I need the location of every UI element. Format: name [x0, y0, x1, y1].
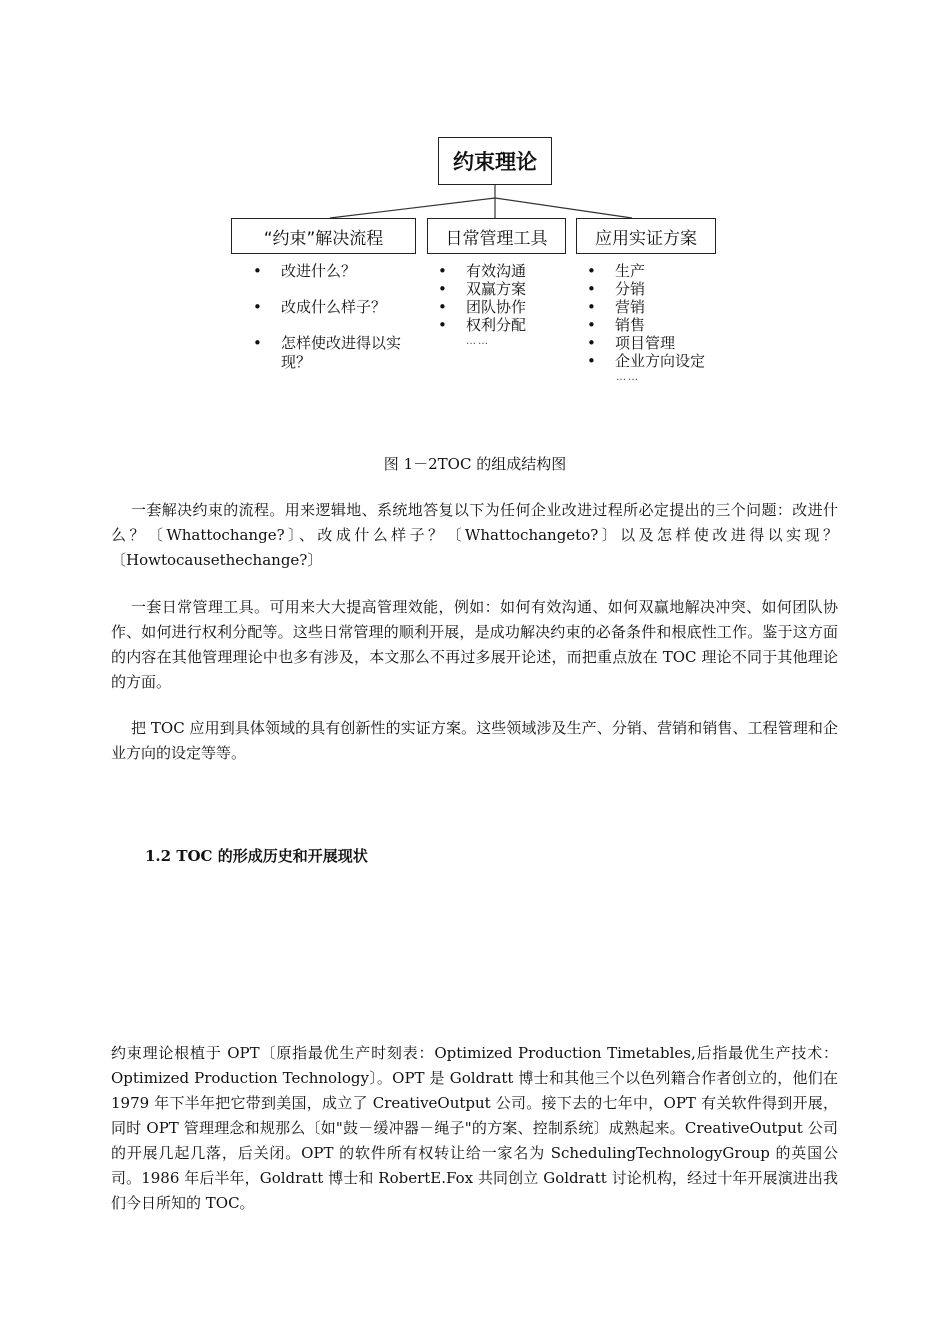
bullet-icon: • — [587, 316, 596, 334]
bullet-icon: • — [587, 280, 596, 298]
section-heading: 1.2 TOC 的形成历史和开展现状 — [145, 847, 368, 865]
list-item: • 团队协作 — [438, 298, 527, 316]
bullet-icon: • — [587, 334, 596, 352]
branch-tools-box: 日常管理工具 — [427, 218, 566, 254]
list-item: • 生产 — [587, 262, 646, 280]
bullet-icon: • — [587, 298, 596, 316]
branch-process-box: “约束”解决流程 — [231, 218, 416, 254]
list-item: • 销售 — [587, 316, 646, 334]
bullet-icon: • — [438, 316, 447, 334]
list-item: • 权利分配 — [438, 316, 527, 334]
tools-item-list — [438, 262, 526, 334]
connector-lines — [0, 0, 950, 420]
list-item: • 企业方向设定 — [587, 352, 706, 370]
list-item: • 营销 — [587, 298, 646, 316]
bullet-icon: • — [587, 352, 596, 370]
applications-item-list — [587, 262, 705, 370]
bullet-icon: • — [438, 298, 447, 316]
tools-ellipsis: …… — [466, 336, 490, 347]
applications-ellipsis: …… — [616, 372, 640, 383]
bullet-icon: • — [438, 262, 447, 280]
toc-structure-diagram — [0, 0, 950, 420]
bullet-icon: • — [438, 280, 447, 298]
paragraph-applications: 把 TOC 应用到具体领域的具有创新性的实证方案。这些领域涉及生产、分销、营销和销售、工程管理和企业方向的设定等等。 — [111, 719, 838, 762]
diagram-root-box: 约束理论 — [438, 137, 552, 185]
list-item: • 分销 — [587, 280, 646, 298]
paragraph-tools: 一套日常管理工具。可用来大大提高管理效能，例如：如何有效沟通、如何双赢地解决冲突、如何团队协作、如何进行权利分配等。这些日常管理的顺利开展，是成功解决约束的必备条件和根底性工作。鉴于这方面的内容在其他管理理论中也多有涉及，本文那么不再过多展开论述，而把重点放在 TOC 理论不同于其他理论的方面。 — [111, 598, 838, 691]
list-item: • 改进什么？ — [253, 262, 357, 280]
figure-caption: 图 1－2TOC 的组成结构图 — [383, 455, 567, 473]
branch-applications-box: 应用实证方案 — [576, 218, 716, 254]
process-item-list — [253, 262, 401, 389]
list-item: • 项目管理 — [587, 334, 676, 352]
list-item: • 双赢方案 — [438, 280, 527, 298]
bullet-icon: • — [253, 298, 262, 316]
paragraph-history: 约束理论根植于 OPT〔原指最优生产时刻表：Optimized Production Timetables,后指最优生产技术：Optimized Production Technology〕。OPT 是 Goldratt 博士和其他三个以色列籍合作者创立的，他们在 1979 年下半年把它带到美国，成立了 CreativeOutput 公司。接下去的七年中，OPT 有关软件得到开展，同时 OPT 管理理念和规那么〔如"鼓－缓冲器－绳子"的方案、控制系统〕成熟起来。CreativeOutput 公司的开展几起几落，后关闭。OPT 的软件所有权转让给一家名为 SchedulingTechnologyGroup 的英国公司。1986 年后半年，Goldratt 博士和 RobertE.Fox 共同创立 Goldratt 讨论机构，经过十年开展演进出我们今日所知的 TOC。 — [111, 1044, 838, 1212]
bullet-icon: • — [253, 262, 262, 280]
bullet-icon: • — [253, 334, 262, 352]
list-item: • 改成什么样子？ — [253, 298, 387, 316]
list-item: • 怎样使改进得以实现？ — [253, 334, 402, 371]
paragraph-process: 一套解决约束的流程。用来逻辑地、系统地答复以下为任何企业改进过程所必定提出的三个问题：改进什么？〔Whattochange?〕、改成什么样子？〔Whattochangeto?〕以及怎样使改进得以实现？〔Howtocausethechange?〕 — [111, 501, 838, 569]
bullet-icon: • — [587, 262, 596, 280]
list-item: • 有效沟通 — [438, 262, 527, 280]
